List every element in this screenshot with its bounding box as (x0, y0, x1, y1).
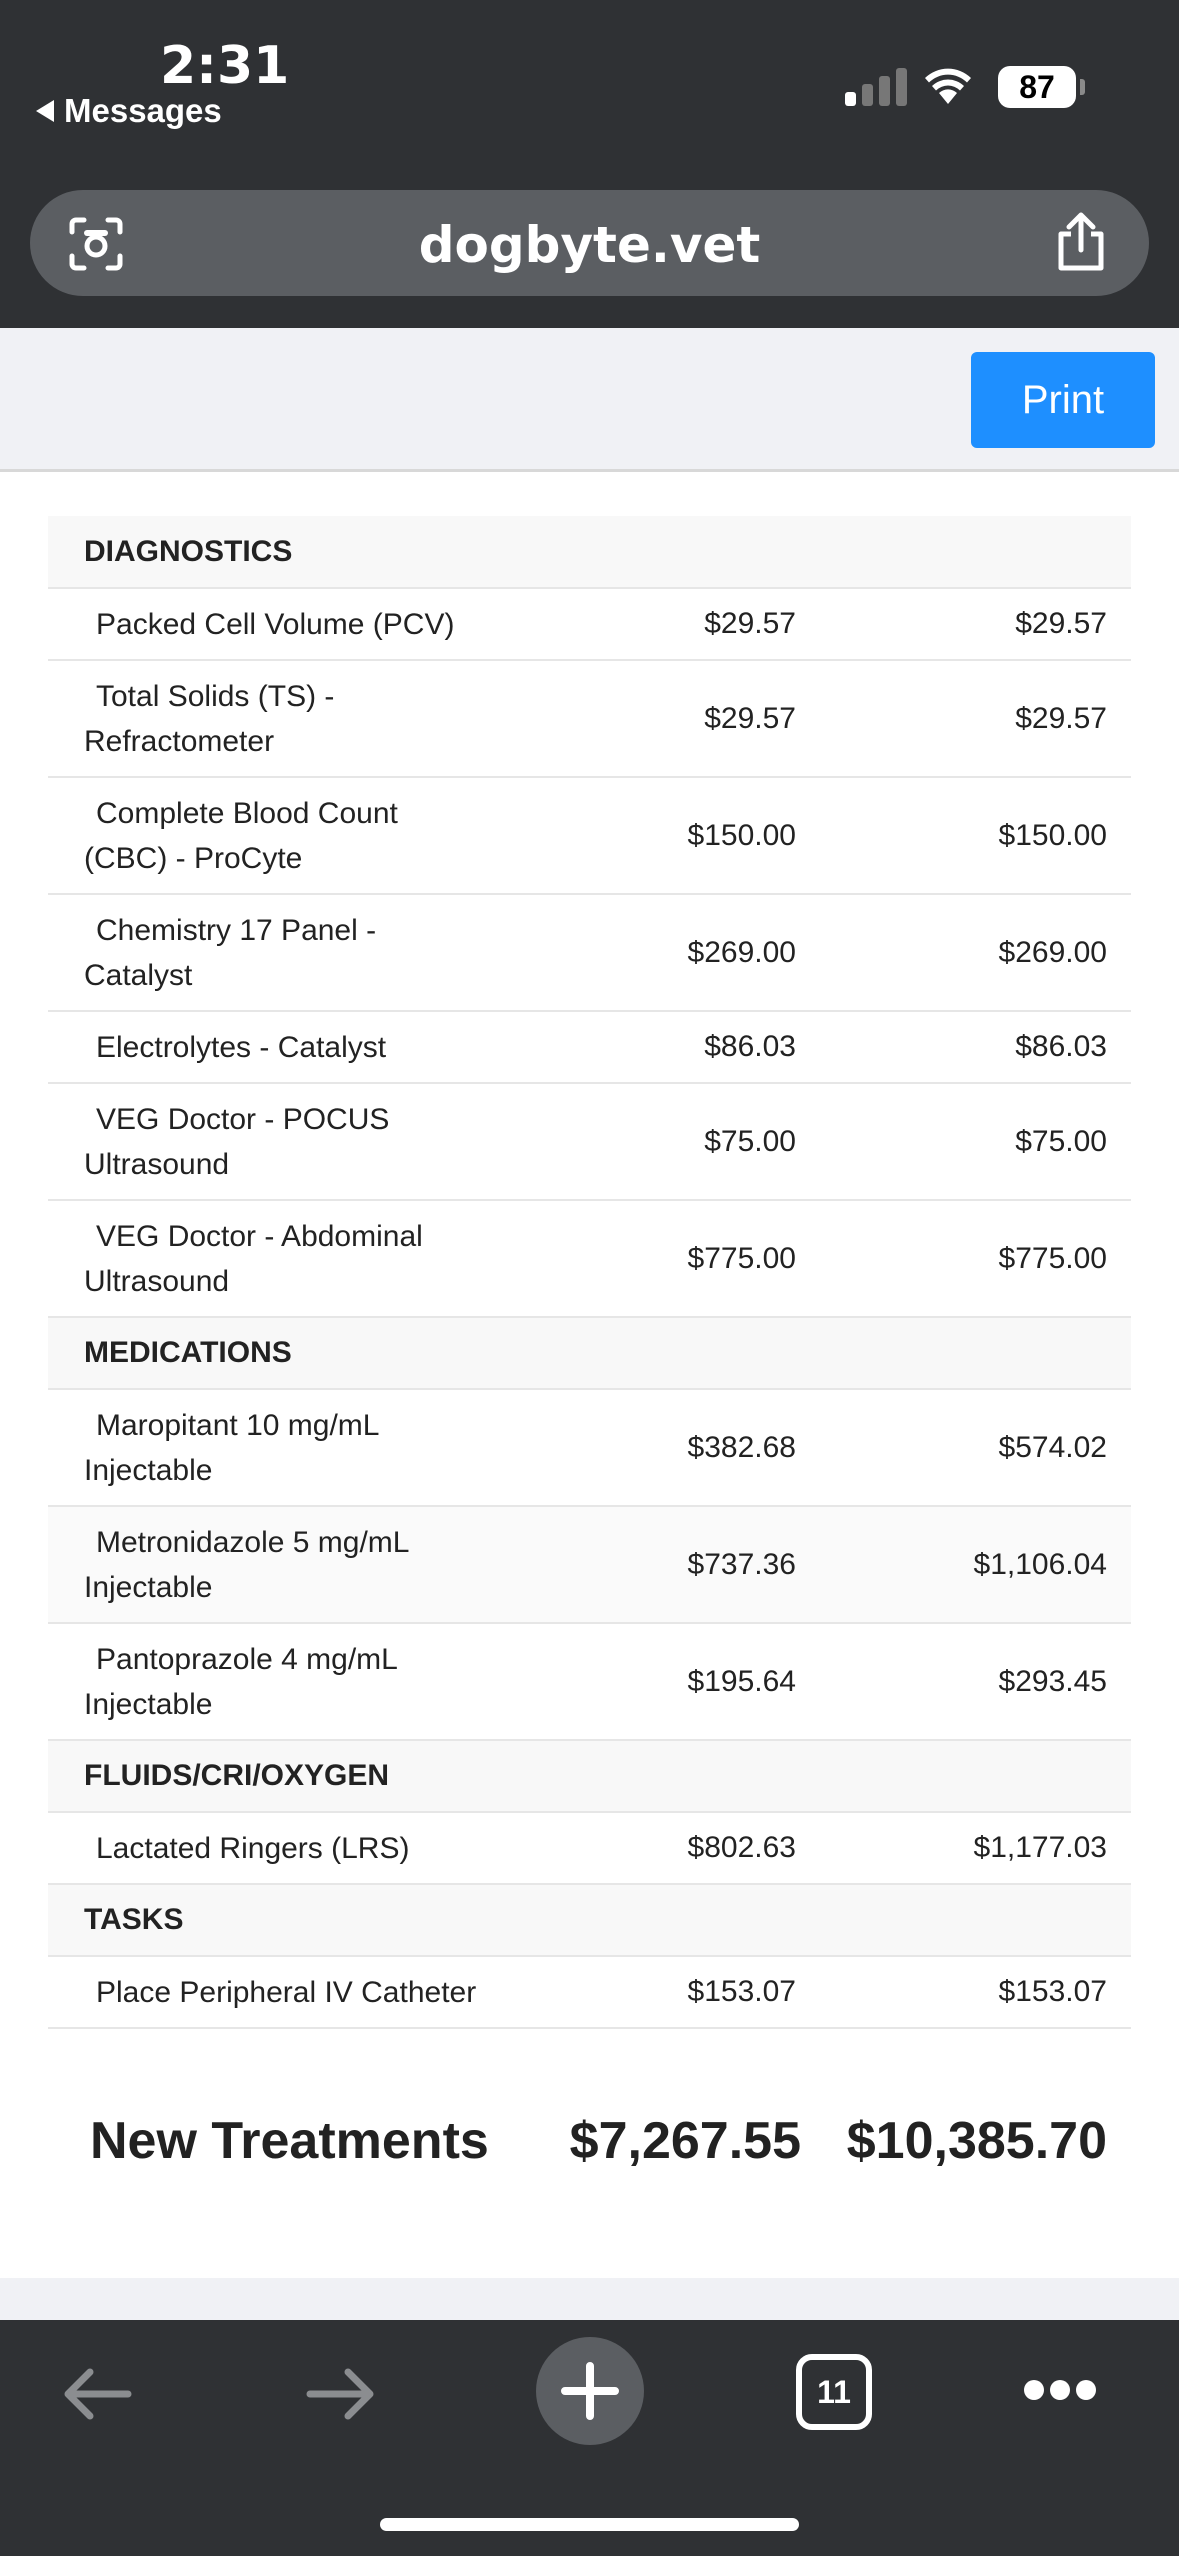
item-name (48, 1506, 508, 1623)
item-name-line: Ultrasound (84, 1147, 230, 1181)
item-price-low: $153.07 (508, 1956, 808, 2028)
item-name (48, 1389, 508, 1506)
table-row (48, 588, 1131, 660)
item-price-low: $269.00 (508, 894, 808, 1011)
item-price-low: $75.00 (508, 1083, 808, 1200)
item-price-high: $293.45 (808, 1623, 1131, 1740)
more-dots-icon[interactable] (1022, 2378, 1098, 2402)
arrow-left-icon[interactable] (58, 2364, 134, 2424)
item-name-line: Electrolytes - Catalyst (96, 1030, 387, 1064)
item-price-high: $1,106.04 (808, 1506, 1131, 1623)
status-bar (0, 0, 1179, 190)
item-price-high: $153.07 (808, 1956, 1131, 2028)
item-name-line: Chemistry 17 Panel - (96, 913, 377, 947)
web-page (0, 328, 1179, 2280)
item-name (48, 588, 508, 660)
plus-icon[interactable] (535, 2336, 645, 2446)
total-high: $10,385.70 (846, 2112, 1107, 2170)
section-header (48, 1740, 1131, 1812)
item-name (48, 1812, 508, 1884)
address-bar[interactable] (30, 190, 1149, 296)
home-indicator[interactable] (380, 2518, 799, 2531)
page-header (0, 328, 1179, 472)
back-triangle-icon (36, 100, 54, 122)
item-name-line: Refractometer (84, 724, 275, 758)
arrow-right-icon[interactable] (304, 2364, 380, 2424)
item-name-line: Injectable (84, 1687, 213, 1721)
battery-icon (998, 66, 1076, 108)
item-price-low: $195.64 (508, 1623, 808, 1740)
total-label: New Treatments (90, 2112, 489, 2170)
item-price-high: $29.57 (808, 660, 1131, 777)
item-price-low: $737.36 (508, 1506, 808, 1623)
item-price-high: $269.00 (808, 894, 1131, 1011)
item-name-line: Place Peripheral IV Catheter (96, 1975, 477, 2009)
table-row (48, 1083, 1131, 1200)
item-name-line: Injectable (84, 1453, 213, 1487)
item-name (48, 1011, 508, 1083)
item-price-low: $29.57 (508, 588, 808, 660)
item-price-low: $802.63 (508, 1812, 808, 1884)
item-name-line: Packed Cell Volume (PCV) (96, 607, 455, 641)
item-name-line: Injectable (84, 1570, 213, 1604)
total-low: $7,267.55 (569, 2112, 801, 2170)
back-to-messages-label: Messages (64, 92, 222, 129)
item-price-high: $150.00 (808, 777, 1131, 894)
table-row (48, 660, 1131, 777)
section-header (48, 516, 1131, 588)
battery-level: 87 (1019, 68, 1055, 105)
item-name (48, 1200, 508, 1317)
section-header (48, 1317, 1131, 1389)
item-price-low: $86.03 (508, 1011, 808, 1083)
item-name-line: Complete Blood Count (96, 796, 398, 830)
section-title: TASKS (48, 1884, 1131, 1956)
item-price-low: $382.68 (508, 1389, 808, 1506)
table-row (48, 894, 1131, 1011)
item-name (48, 660, 508, 777)
item-price-low: $150.00 (508, 777, 808, 894)
item-name (48, 894, 508, 1011)
item-price-high: $29.57 (808, 588, 1131, 660)
url-text: dogbyte.vet (418, 216, 761, 274)
print-button[interactable]: Print (971, 352, 1155, 448)
tab-count: 11 (817, 2373, 851, 2410)
item-price-high: $1,177.03 (808, 1812, 1131, 1884)
section-header (48, 1884, 1131, 1956)
wifi-icon (922, 62, 974, 106)
table-row (48, 1011, 1131, 1083)
share-icon[interactable] (1053, 210, 1109, 274)
section-title: MEDICATIONS (48, 1317, 1131, 1389)
table-row (48, 1389, 1131, 1506)
item-name-line: Catalyst (84, 958, 193, 992)
table-row (48, 777, 1131, 894)
item-name (48, 1956, 508, 2028)
item-name (48, 1623, 508, 1740)
table-row (48, 1956, 1131, 2028)
page-footer (0, 2278, 1179, 2320)
table-row (48, 1623, 1131, 1740)
table-row (48, 1506, 1131, 1623)
item-name-line: Maropitant 10 mg/mL (96, 1408, 380, 1442)
item-name-line: Total Solids (TS) - (96, 679, 335, 713)
tabs-icon[interactable] (796, 2354, 872, 2430)
item-name-line: Pantoprazole 4 mg/mL (96, 1642, 398, 1676)
section-title: FLUIDS/CRI/OXYGEN (48, 1740, 1131, 1812)
item-name-line: Ultrasound (84, 1264, 230, 1298)
cellular-signal-icon (845, 66, 907, 106)
estimate-table (48, 516, 1131, 2029)
section-title: DIAGNOSTICS (48, 516, 1131, 588)
item-name (48, 777, 508, 894)
item-price-high: $75.00 (808, 1083, 1131, 1200)
item-price-high: $574.02 (808, 1389, 1131, 1506)
item-name-line: VEG Doctor - POCUS (96, 1102, 390, 1136)
table-row (48, 1200, 1131, 1317)
item-name-line: (CBC) - ProCyte (84, 841, 303, 875)
item-price-high: $775.00 (808, 1200, 1131, 1317)
item-price-high: $86.03 (808, 1011, 1131, 1083)
item-name-line: VEG Doctor - Abdominal (96, 1219, 423, 1253)
item-name (48, 1083, 508, 1200)
item-name-line: Lactated Ringers (LRS) (96, 1831, 410, 1865)
item-name-line: Metronidazole 5 mg/mL (96, 1525, 410, 1559)
item-price-low: $29.57 (508, 660, 808, 777)
back-to-messages[interactable] (36, 92, 222, 130)
total-row (48, 2093, 1131, 2183)
item-price-low: $775.00 (508, 1200, 808, 1317)
status-time: 2:31 (160, 36, 290, 96)
table-row (48, 1812, 1131, 1884)
